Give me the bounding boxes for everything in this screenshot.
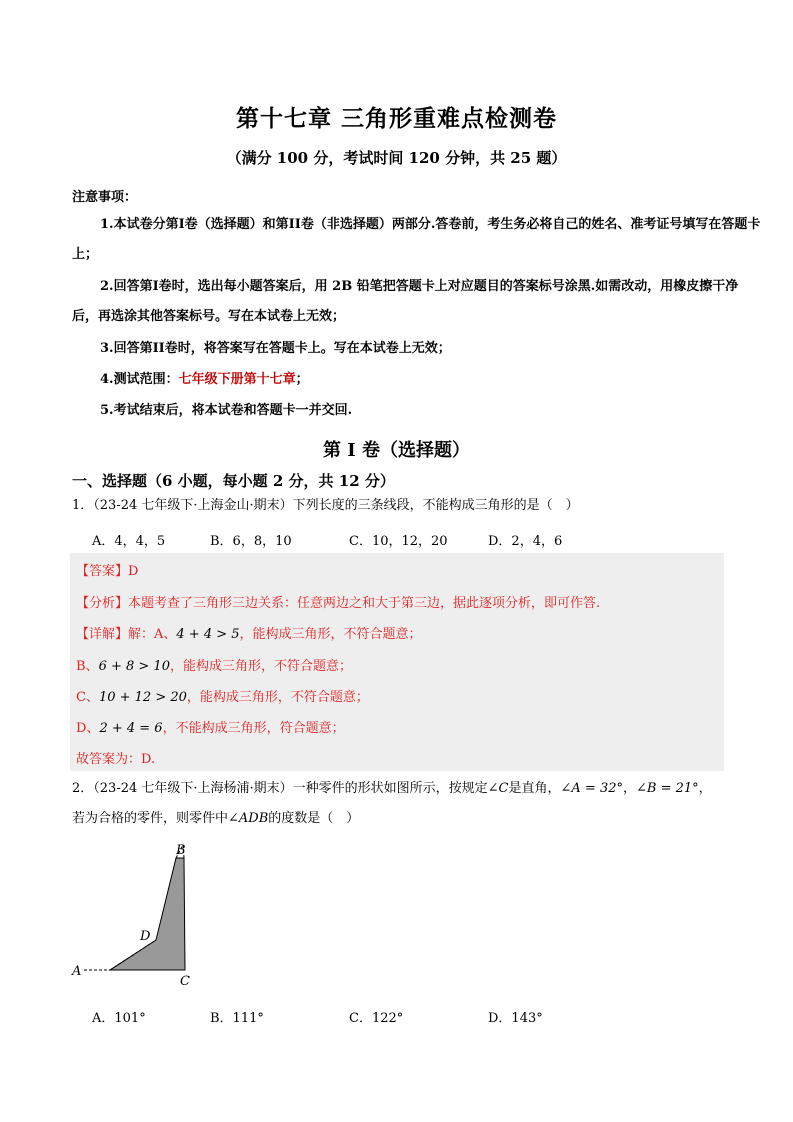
detail-c-text: ，能构成三角形，不符合题意；: [186, 690, 369, 705]
q1-detail-c: [76, 686, 369, 705]
note-item-2: 2.回答第I卷时，选出每小题答案后，用 2B 铅笔把答题卡上对应题目的答案标号涂黑.如需改动，用橡皮擦干净后，再选涂其他答案标号。写在本试卷上无效；: [72, 279, 739, 324]
detail-b-text: ，能构成三角形，不符合题意；: [169, 659, 352, 674]
note-item-5: 5.考试结束后，将本试卷和答题卡一并交回.: [100, 403, 353, 418]
q2-stem-part-4: ，: [698, 781, 712, 796]
detail-c-prefix: C、: [76, 690, 99, 705]
vertex-label-c: C: [180, 974, 190, 989]
vertex-label-b: B: [176, 843, 186, 858]
analysis-tag: 【分析】: [76, 596, 129, 611]
note-item-3: 3.回答第II卷时，将答案写在答题卡上。写在本试卷上无效；: [100, 341, 451, 356]
angle-a: ∠A = 32°: [560, 781, 623, 796]
q1-detail-b: [76, 655, 352, 674]
q1-option-d: D．2，4，6: [488, 534, 563, 549]
angle-c: ∠C: [487, 781, 509, 796]
q2-stem-part-3: ，: [623, 781, 637, 796]
detail-d-text: ，不能构成三角形，符合题意；: [162, 721, 345, 736]
detail-a-prefix: 解：A、: [128, 627, 177, 642]
q1-option-a: A．4，4，5: [92, 534, 166, 549]
angle-adb: ∠ADB: [228, 811, 269, 826]
q1-answer: 【答案】D: [76, 564, 139, 579]
q2-option-c: C．122°: [349, 1011, 404, 1026]
q2-stem-part-1: 2．（23-24 七年级下·上海杨浦·期末）一种零件的形状如图所示，按规定: [72, 781, 488, 796]
detail-b-prefix: B、: [76, 659, 99, 674]
question-2-stem-line-2: [72, 806, 762, 832]
q1-analysis: [76, 592, 600, 611]
test-scope: 七年级下册第十七章: [178, 372, 296, 387]
note-item-4-suffix: ；: [295, 372, 309, 387]
q2-stem-part-5: 若为合格的零件，则零件中: [72, 811, 229, 826]
q1-detail-d: [76, 717, 345, 736]
question-1-stem: 1．（23-24 七年级下·上海金山·期末）下列长度的三条线段，不能构成三角形的是（ ）: [72, 498, 579, 513]
vertex-label-a: A: [72, 964, 82, 979]
detail-b-expression: 6 + 8 > 10: [98, 659, 170, 674]
notes-heading: 注意事项：: [72, 190, 138, 205]
note-item-1: 1.本试卷分第I卷（选择题）和第II卷（非选择题）两部分.答卷前，考生务必将自己的姓名、准考证号填写在答题卡上；: [72, 217, 761, 262]
document-title: 第十七章 三角形重难点检测卷: [235, 106, 557, 132]
document-subtitle: （满分 100 分，考试时间 120 分钟，共 25 题）: [226, 149, 567, 167]
note-item-4: [72, 365, 762, 395]
q2-option-a: A．101°: [92, 1011, 146, 1026]
note-item-4-prefix: 4.测试范围：: [100, 372, 179, 387]
section-title: 第 I 卷（选择题）: [323, 440, 470, 461]
part-figure: [70, 840, 210, 990]
q1-conclusion: 故答案为：D.: [76, 752, 156, 767]
part-shape: [110, 858, 185, 970]
detail-a-text: ，能构成三角形，不符合题意；: [239, 627, 422, 642]
q1-option-c: C．10，12，20: [349, 534, 448, 549]
q2-option-d: D．143°: [488, 1011, 543, 1026]
q2-stem-part-6: 的度数是（ ）: [268, 811, 360, 826]
q2-stem-part-2: 是直角，: [508, 781, 561, 796]
angle-b: ∠B = 21°: [636, 781, 699, 796]
q1-detail-a: [76, 623, 422, 642]
part-heading: 一、选择题（6 小题，每小题 2 分，共 12 分）: [72, 472, 395, 490]
question-2-stem: [72, 776, 762, 802]
detail-tag: 【详解】: [76, 627, 129, 642]
vertex-label-d: D: [140, 929, 151, 944]
detail-d-prefix: D、: [76, 721, 100, 736]
q1-option-b: B．6，8，10: [210, 534, 292, 549]
detail-c-expression: 10 + 12 > 20: [98, 690, 187, 705]
analysis-text: 本题考查了三角形三边关系：任意两边之和大于第三边，据此逐项分析，即可作答.: [128, 596, 601, 611]
detail-d-expression: 2 + 4 = 6: [99, 721, 163, 736]
q2-option-b: B．111°: [210, 1011, 264, 1026]
detail-a-expression: 4 + 4 > 5: [176, 627, 240, 642]
